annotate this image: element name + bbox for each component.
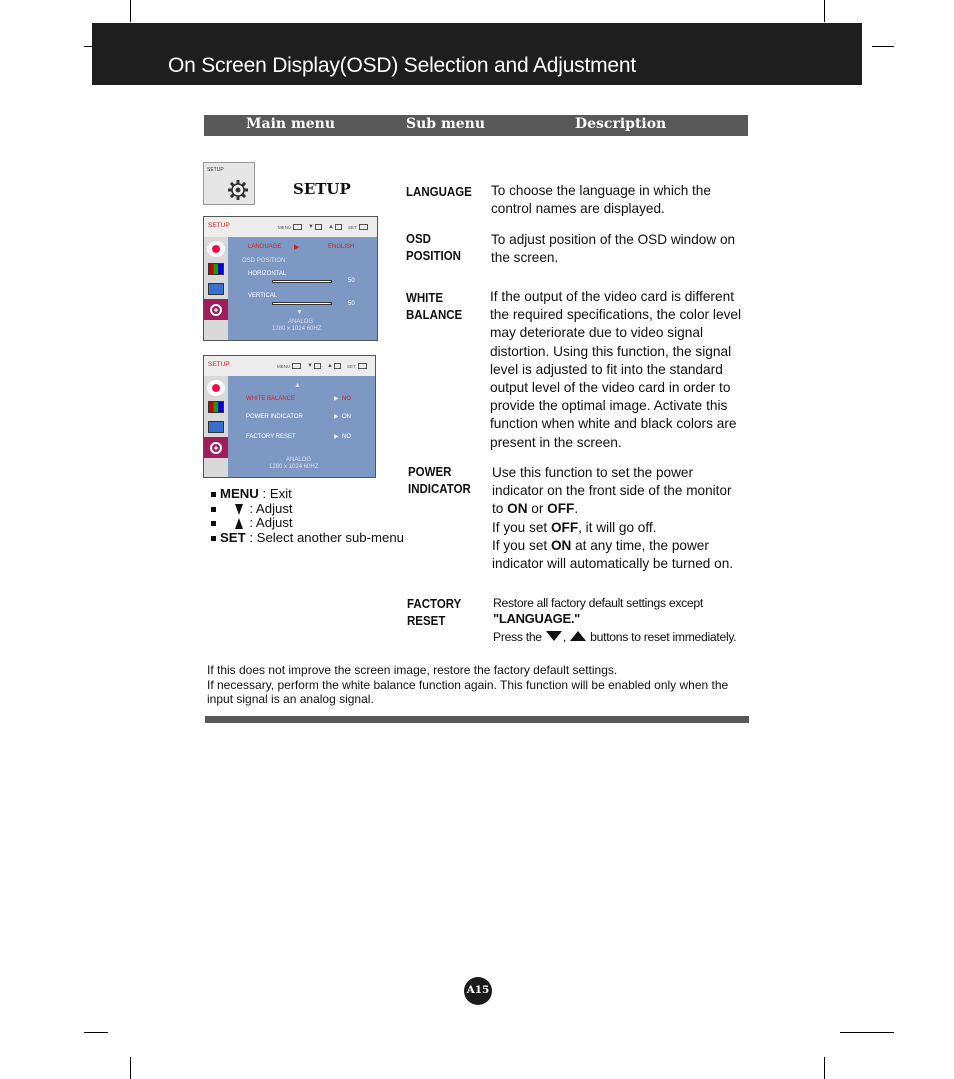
- tracking-icon: [208, 283, 224, 295]
- osd-vertical-label: VERTICAL: [248, 293, 278, 299]
- bullet-icon: [211, 536, 216, 541]
- down-box-icon: [315, 224, 322, 230]
- up-key-icon: ▲: [328, 224, 334, 230]
- desc-power-indicator: Use this function to set the power indicator on the front side of the monitor to ON or OFF. If you set OFF, it will go off. If you set ON at any time, the power indicator will automatically be turned on.: [492, 465, 734, 572]
- osd-white-balance-value: NO: [342, 396, 351, 402]
- up-arrow-icon: [232, 517, 246, 530]
- gear-icon: [227, 179, 249, 201]
- osd-factory-reset-value: NO: [342, 434, 351, 440]
- osd-position-heading: OSD POSITION: [242, 258, 286, 264]
- submenu-language: LANGUAGE: [406, 185, 472, 199]
- menu-key-icon: [292, 363, 301, 369]
- up-box-icon: [335, 224, 342, 230]
- legend-set: SET : Select another sub-menu: [211, 530, 404, 545]
- osd-status: ANALOG: [288, 319, 314, 325]
- picture-icon: [207, 241, 225, 257]
- osd-menu-label: MENU: [277, 364, 291, 369]
- osd-title: SETUP: [208, 361, 230, 368]
- legend-up: : Adjust: [211, 515, 293, 530]
- osd-horizontal-value: 50: [348, 278, 355, 284]
- submenu-power-indicator: POWER INDICATOR: [408, 465, 471, 496]
- picture-icon: [207, 380, 225, 396]
- header-sub-menu: Sub menu: [406, 116, 486, 132]
- osd-resolution: 1280 x 1024 60HZ: [272, 326, 322, 332]
- crop-mark: [130, 1057, 131, 1079]
- osd-vertical-value: 50: [348, 301, 355, 307]
- osd-factory-reset-row: FACTORY RESET: [246, 434, 296, 440]
- set-key-icon: [359, 224, 368, 230]
- down-arrow-icon: [545, 630, 563, 642]
- arrow-right-icon: ▶: [294, 244, 300, 251]
- osd-power-indicator-row: POWER INDICATOR: [246, 414, 303, 420]
- desc-osd-position: To adjust position of the OSD window on the screen.: [491, 232, 736, 266]
- color-icon: [208, 263, 224, 275]
- osd-screen-setup: [203, 355, 376, 478]
- up-key-icon: ▲: [327, 363, 333, 369]
- osd-resolution: 1280 x 1024 60HZ: [269, 464, 319, 470]
- crop-mark: [824, 1057, 825, 1079]
- header-main-menu: Main menu: [246, 116, 336, 132]
- desc-language: To choose the language in which the control names are displayed.: [491, 183, 711, 217]
- vertical-slider: [272, 302, 332, 305]
- up-box-icon: [334, 363, 341, 369]
- osd-status: ANALOG: [286, 457, 312, 463]
- osd-set-label: SET: [347, 364, 356, 369]
- legend-down: : Adjust: [211, 501, 293, 516]
- crop-mark: [130, 0, 131, 22]
- osd-screen-position: [203, 216, 378, 341]
- bullet-icon: [211, 492, 216, 497]
- color-icon: [208, 401, 224, 413]
- set-key-icon: [358, 363, 367, 369]
- crop-mark: [872, 46, 894, 47]
- submenu-white-balance: WHITE BALANCE: [406, 291, 463, 322]
- down-box-icon: [314, 363, 321, 369]
- setup-icon-label: SETUP: [207, 167, 224, 173]
- osd-set-label: SET: [348, 225, 357, 230]
- up-arrow-icon: [569, 630, 587, 642]
- osd-white-balance-row: WHITE BALANCE: [246, 396, 296, 402]
- menu-key-icon: [293, 224, 302, 230]
- page-title: On Screen Display(OSD) Selection and Adjustment: [168, 54, 636, 77]
- page-number: A15: [466, 984, 490, 996]
- setup-menu-icon: [203, 162, 255, 205]
- down-key-icon: ▼: [307, 363, 313, 369]
- setup-selected-icon: [204, 437, 228, 458]
- scroll-up-icon: ▲: [294, 382, 301, 389]
- arrow-right-icon: ▶: [334, 396, 339, 402]
- osd-language-row: LANGUAGE: [248, 244, 282, 250]
- desc-factory-reset: Restore all factory default settings except "LANGUAGE." Press the , buttons to reset immediately.: [493, 596, 737, 644]
- scroll-down-icon: ▼: [296, 309, 303, 316]
- submenu-factory-reset: FACTORY RESET: [407, 597, 462, 628]
- arrow-right-icon: ▶: [334, 434, 339, 440]
- osd-power-indicator-value: ON: [342, 414, 351, 420]
- bullet-icon: [211, 521, 216, 526]
- setup-selected-icon: [204, 299, 228, 320]
- legend-menu: MENU : Exit: [211, 486, 292, 501]
- bullet-icon: [211, 507, 216, 512]
- crop-mark: [840, 1032, 894, 1033]
- arrow-right-icon: ▶: [334, 414, 339, 420]
- down-key-icon: ▼: [308, 224, 314, 230]
- crop-mark: [84, 1032, 108, 1033]
- main-menu-setup: SETUP: [293, 180, 351, 198]
- header-description: Description: [575, 116, 667, 132]
- osd-menu-label: MENU: [278, 225, 292, 230]
- horizontal-slider: [272, 280, 332, 283]
- bottom-rule: [205, 716, 749, 723]
- submenu-osd-position: OSD POSITION: [406, 232, 461, 263]
- tracking-icon: [208, 421, 224, 433]
- osd-title: SETUP: [208, 222, 230, 229]
- crop-mark: [824, 0, 825, 22]
- footnote: If this does not improve the screen image, restore the factory default settings. If necessary, perform the white balance function again. This function will be enabled only when the input signal is an analog signal.: [207, 663, 729, 706]
- desc-white-balance: If the output of the video card is different the required specifications, the color level may deteriorate due to video signal distortion. Using this function, the signal level is adjusted to fit into the standard output level of the video card in order to provide the optimal image. Activate this function when white and black colors are present in the screen.: [490, 289, 742, 450]
- osd-language-value: ENGLISH: [328, 244, 355, 250]
- osd-horizontal-label: HORIZONTAL: [248, 271, 287, 277]
